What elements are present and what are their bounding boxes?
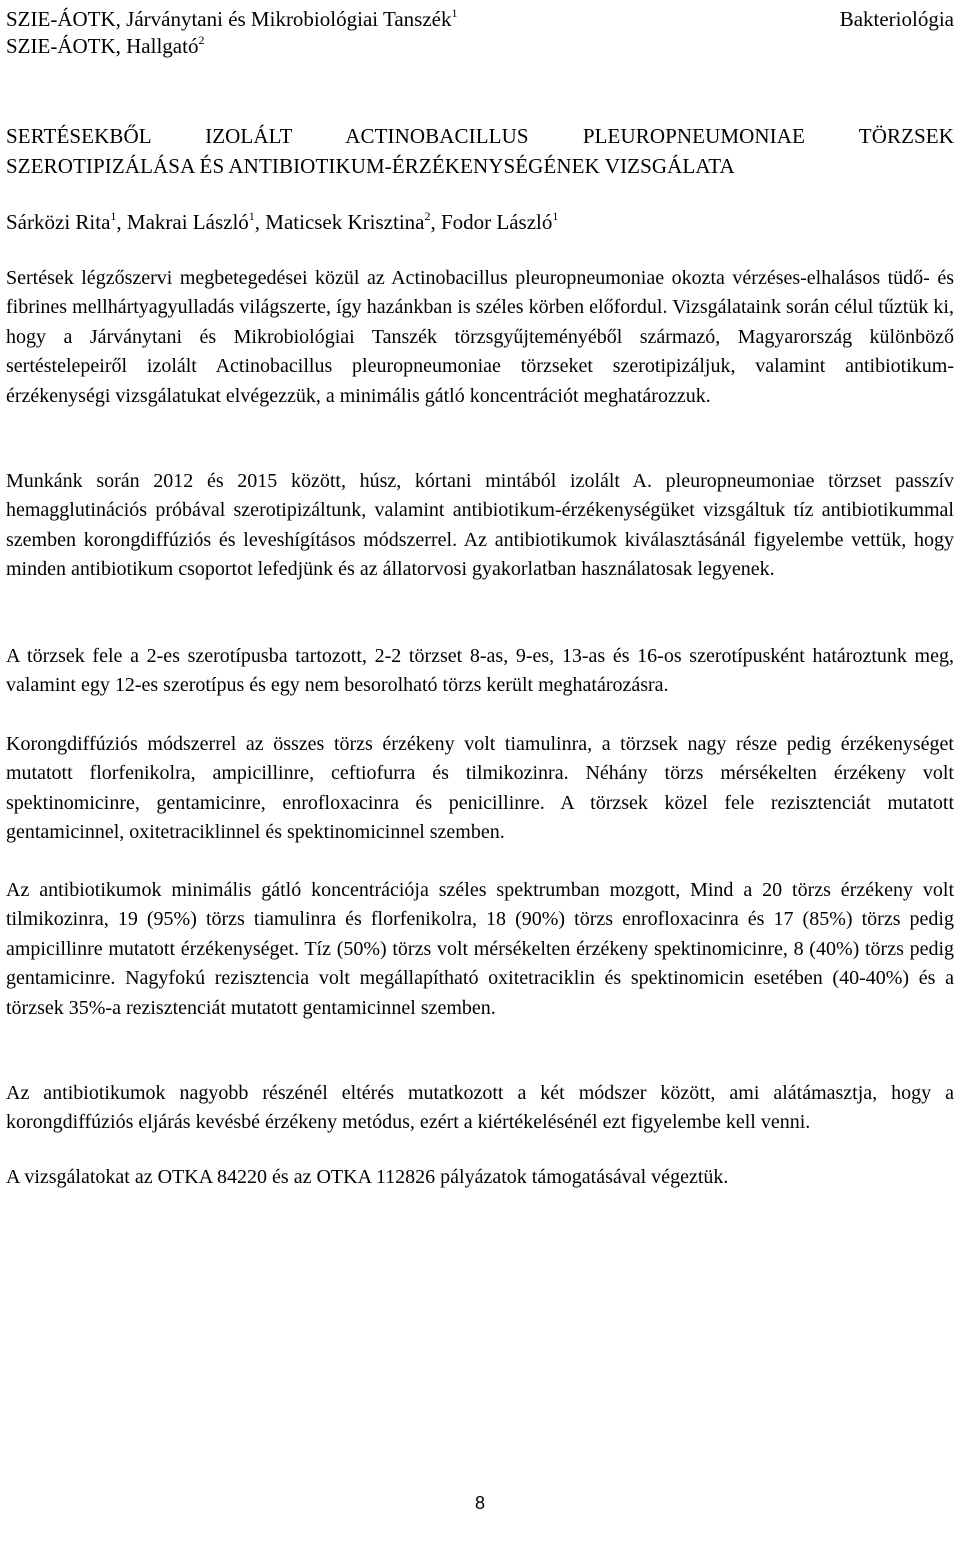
author-name: Makrai László: [126, 210, 249, 234]
title-line-2: SZEROTIPIZÁLÁSA ÉS ANTIBIOTIKUM-ÉRZÉKENYSÉGÉNEK VIZSGÁLATA: [6, 154, 735, 178]
paragraph-serotypes: A törzsek fele a 2-es szerotípusba tartozott, 2-2 törzset 8-as, 9-es, 13-as és 16-os szerotípusként határoztunk meg, valamint egy 12-es szerotípus és egy nem besorolható törzs került meghatározásra.: [6, 645, 954, 697]
header-affiliations: [6, 6, 457, 60]
paragraph-mic: Az antibiotikumok minimális gátló koncentrációja széles spektrumban mozgott, Mind a 20 törzs érzékeny volt tilmikozinra, 19 (95%) törzs tiamulinra és florfenikolra, 18 (90%) törzs enrofloxacinra és 17 (85%) törzs pedig ampicillinre mutatott érzékenységet. Tíz (50%) törzs volt mérsékelten érzékeny spektinomicinre, 8 (40%) törzs pedig gentamicinre. Nagyfokú rezisztencia volt megállapítható oxitetraciklin és spektinomicin esetében (40-40%) és a törzsek 35%-a rezisztenciát mutatott gentamicinnel szemben.: [6, 879, 954, 1019]
title-line-1: SERTÉSEKBŐL IZOLÁLT ACTINOBACILLUS PLEUROPNEUMONIAE TÖRZSEK: [6, 124, 954, 148]
author-sup: 1: [552, 209, 559, 223]
author-name: Fodor László: [440, 210, 553, 234]
author-sup: 1: [248, 209, 255, 223]
author-sup: 2: [424, 209, 431, 223]
author-sup: 1: [110, 209, 117, 223]
paragraph-funding: A vizsgálatokat az OTKA 84220 és az OTKA 112826 pályázatok támogatásával végeztük.: [6, 1166, 729, 1188]
author-list: Sárközi Rita$^1$, Makrai László$^1$, Maticsek Krisztina$^2$, Fodor László$^1$: [6, 209, 559, 234]
author-name: Sárközi Rita: [6, 210, 111, 234]
affiliation-2: SZIE-ÁOTK, Hallgató$^2$: [6, 33, 205, 58]
paper-title: [6, 121, 954, 181]
affiliation-1: SZIE-ÁOTK, Járványtani és Mikrobiológiai Tanszék$^1$: [6, 6, 458, 31]
paragraph-methods: Munkánk során 2012 és 2015 között, húsz, kórtani mintából izolált A. pleuropneumoniae törzset passzív hemagglutinációs próbával szerotipizáltunk, valamint antibiotikum-érzékenységüket vizsgáltuk tíz antibiotikummal szemben korongdiffúziós és leveshígításos módszerrel. Az antibiotikumok kiválasztásánál figyelembe vettük, hogy minden antibiotikum csoportot lefedjünk és az állatorvosi gyakorlatban használatosak legyenek.: [6, 470, 954, 581]
paragraph-conclusion: Az antibiotikumok nagyobb részénél eltérés mutatkozott a két módszer között, ami alátámasztja, hogy a korongdiffúziós eljárás kevésbé érzékeny metódus, ezért a kiértékelésénél ezt figyelembe kell venni.: [6, 1082, 954, 1134]
affiliation-1-sup: 1: [451, 6, 458, 20]
section-label: Bakteriológia: [839, 7, 954, 31]
paragraph-intro: Sertések légzőszervi megbetegedései közül az Actinobacillus pleuropneumoniae okozta vérzéses-elhalásos tüdő- és fibrines mellhártyagyulladás világszerte, így hazánkban is széles körben előfordul. Vizsgálataink során célul tűztük ki, hogy a Járványtani és Mikrobiológiai Tanszék törzsgyűjteményéből származó, Magyarország különböző sertéstelepeiről izolált Actinobacillus pleuropneumoniae törzseket szerotipizáljuk, valamint antibiotikum-érzékenységi vizsgálatukat elvégezzük, a minimális gátló koncentrációt meghatározzuk.: [6, 267, 954, 407]
page-number: 8: [474, 1493, 485, 1513]
author-name: Maticsek Krisztina: [265, 210, 425, 234]
paragraph-disk-diffusion: Korongdiffúziós módszerrel az összes törzs érzékeny volt tiamulinra, a törzsek nagy része pedig érzékenységet mutatott florfenikolra, ampicillinre, ceftiofurra és tilmikozinra. Néhány törzs mérsékelten érzékeny volt spektinomicinre, gentamicinre, enrofloxacinra és penicillinre. A törzsek közel fele rezisztenciát mutatott gentamicinnel, oxitetraciklinnel és spektinomicinnel szemben.: [6, 733, 954, 844]
affiliation-2-sup: 2: [198, 33, 205, 47]
